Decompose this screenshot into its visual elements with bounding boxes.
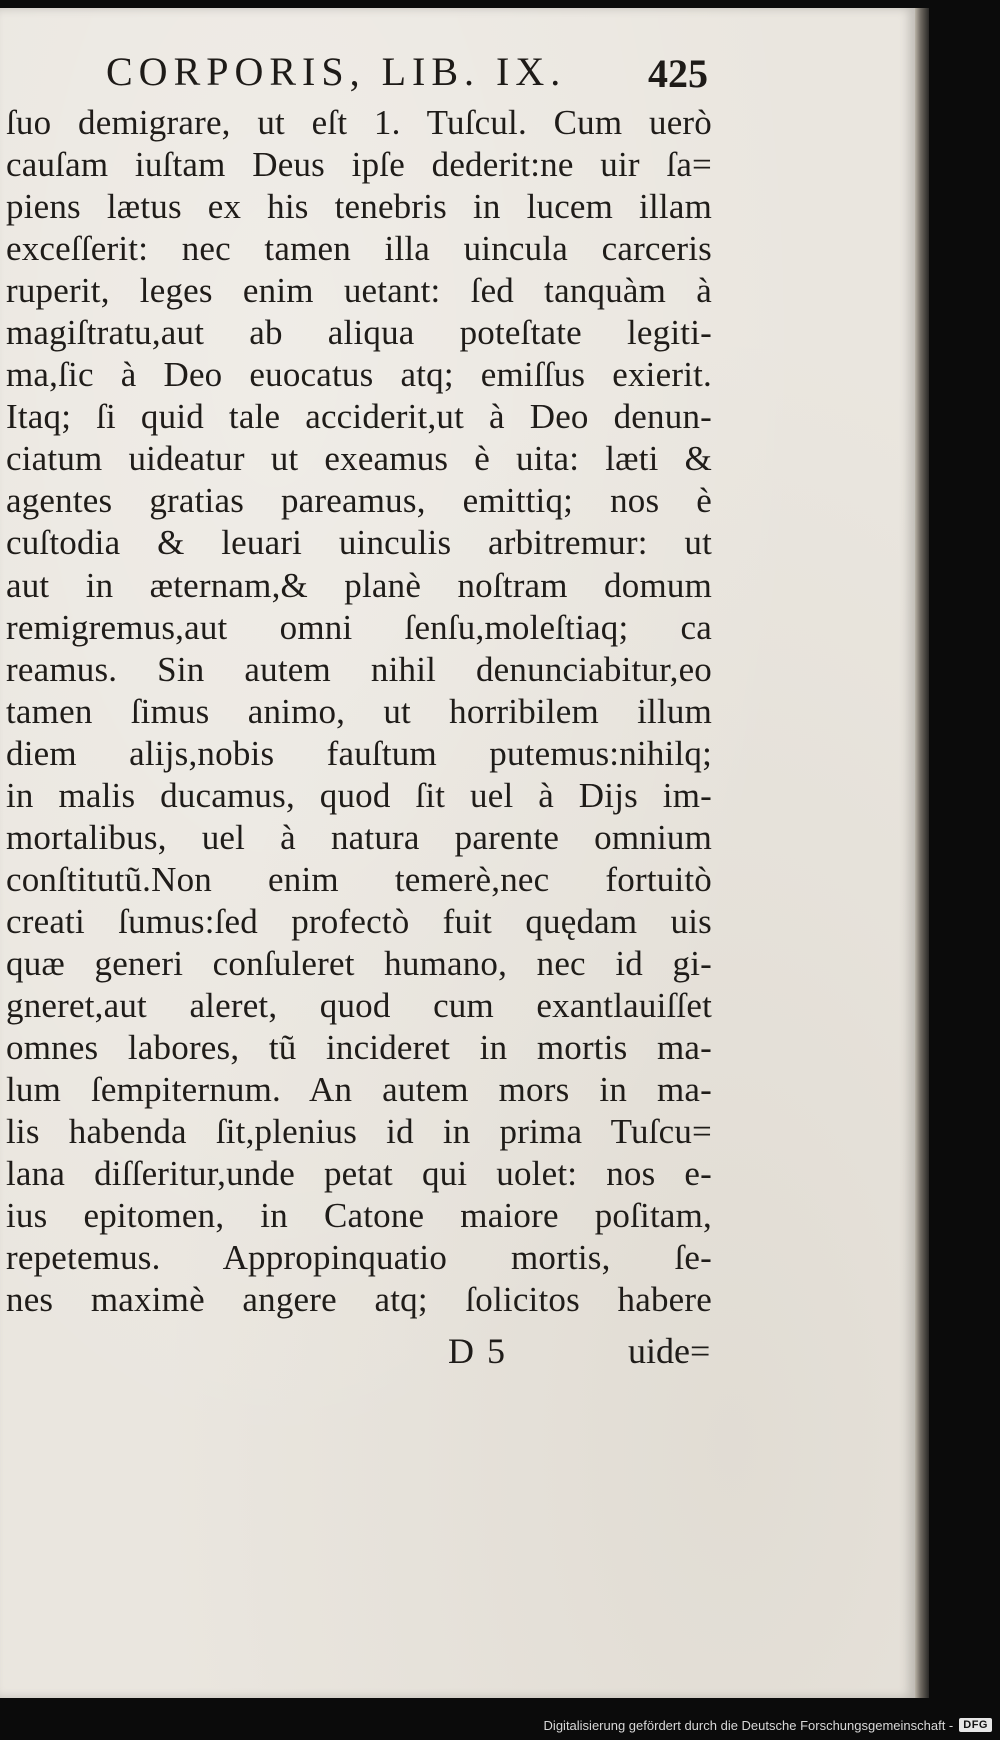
text-line: piens lætus ex his tenebris in lucem illam (6, 187, 712, 227)
page-number: 425 (648, 51, 708, 96)
text-line: ma,ſic à Deo euocatus atq; emiſſus exierit. (6, 355, 712, 395)
digitization-footer (544, 1714, 992, 1736)
text-line: lis habenda ſit,plenius id in prima Tuſcu= (6, 1112, 712, 1152)
text-line: cuſtodia & leuari uinculis arbitremur: ut (6, 523, 712, 563)
text-line: exceſſerit: nec tamen illa uincula carceris (6, 229, 712, 269)
text-line: reamus. Sin autem nihil denunciabitur,eo (6, 649, 712, 689)
text-line: gneret,aut aleret, quod cum exantlauiſſet (6, 985, 712, 1025)
text-line: aut in æternam,& planè noſtram domum (6, 565, 712, 605)
text-line: ius epitomen, in Catone maiore poſitam, (6, 1196, 712, 1236)
signature-mark: D 5 (448, 1331, 507, 1371)
catchline (0, 1330, 720, 1374)
catchword: uide= (628, 1331, 711, 1371)
text-line: lana diſſeritur,unde petat qui uolet: nos e- (6, 1154, 712, 1194)
text-line: ruperit, leges enim uetant: ſed tanquàm à (6, 271, 712, 311)
text-line: repetemus. Appropinquatio mortis, ſe- (6, 1238, 712, 1278)
text-line: agentes gratias pareamus, emittiq; nos è (6, 481, 712, 521)
dfg-logo-icon: DFG (959, 1718, 992, 1732)
text-line: remigremus,aut omni ſenſu,moleſtiaq; ca (6, 607, 712, 647)
text-line: ciatum uideatur ut exeamus è uita: læti & (6, 439, 712, 479)
text-line: nes maximè angere atq; ſolicitos habere (6, 1280, 712, 1320)
text-line: cauſam iuſtam Deus ipſe dederit:ne uir ſa= (6, 145, 712, 185)
text-line: creati ſumus:ſed profectò fuit quędam uis (6, 901, 712, 941)
text-line: Itaq; ſi quid tale acciderit,ut à Deo denun- (6, 397, 712, 437)
page-header (0, 48, 740, 98)
text-line: ſuo demigrare, ut eſt 1. Tuſcul. Cum uerò (6, 103, 712, 142)
text-line: omnes labores, tũ incideret in mortis ma- (6, 1028, 712, 1068)
running-head: CORPORIS, LIB. IX. (106, 49, 567, 94)
funding-credit: Digitalisierung gefördert durch die Deutsche Forschungsgemeinschaft - (543, 1717, 954, 1733)
text-line: mortalibus, uel à natura parente omnium (6, 817, 712, 857)
text-line: tamen ſimus animo, ut horribilem illum (6, 691, 712, 731)
text-line: lum ſempiternum. An autem mors in ma- (6, 1070, 712, 1110)
book-page (0, 8, 915, 1698)
page-edge-shadow (915, 8, 929, 1698)
text-line: magiſtratu,aut ab aliqua poteſtate legiti- (6, 313, 712, 353)
text-line: in malis ducamus, quod ſit uel à Dijs im- (6, 775, 712, 815)
text-line: conſtitutũ.Non enim temerè,nec fortuitò (6, 859, 712, 899)
text-line: diem alijs,nobis fauſtum putemus:nihilq; (6, 733, 712, 773)
text-line: quæ generi conſuleret humano, nec id gi- (6, 943, 712, 983)
body-text (6, 102, 712, 1321)
